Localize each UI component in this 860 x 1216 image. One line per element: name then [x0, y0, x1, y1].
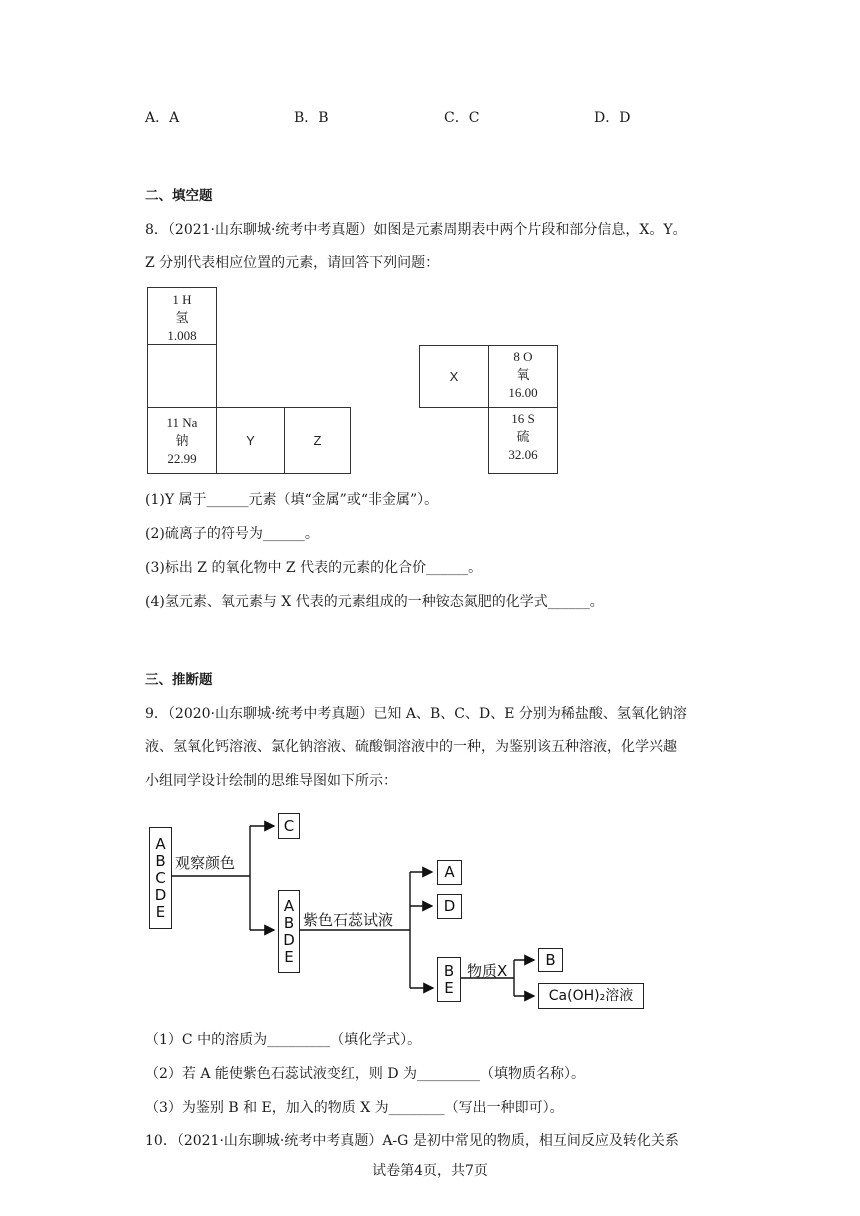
sodium-header: 11 Na [166, 415, 198, 430]
oxygen-mass: 16.00 [508, 385, 538, 400]
sulfur-header: 16 S [511, 411, 535, 426]
group2-box [278, 890, 300, 973]
litmus-label: 紫色石蕊试液 [303, 911, 394, 929]
result-a-label: A [444, 863, 455, 881]
start-item-c: C [155, 868, 166, 887]
group2-item-d: D [283, 930, 295, 949]
sodium-name: 钠 [175, 433, 189, 448]
q8-stem-line2: Z 分别代表相应位置的元素，请回答下列问题： [145, 255, 440, 271]
group3-item-b: B [443, 961, 455, 980]
option-a: A．A [145, 110, 180, 126]
sulfur-name: 硫 [516, 429, 530, 444]
option-c: C．C [444, 110, 480, 126]
substance-x-label: 物质X [467, 962, 508, 980]
oxygen-name: 氧 [516, 367, 530, 382]
start-group-box [149, 827, 172, 929]
page-footer: 试卷第4页，共7页 [372, 1163, 488, 1179]
q8-sub4: (4)氢元素、氧元素与 X 代表的元素组成的一种铵态氮肥的化学式______。 [145, 594, 604, 610]
option-d: D．D [594, 110, 631, 126]
group2-item-b: B [283, 913, 295, 932]
result-caoh2-box [538, 983, 644, 1009]
q8-stem-line1: 8．（2021·山东聊城·统考中考真题）如图是元素周期表中两个片段和部分信息，X。Y。 [145, 222, 687, 238]
start-item-d: D [154, 885, 167, 904]
x-label: X [449, 369, 459, 384]
q9-stem-line3: 小组同学设计绘制的思维导图如下所示： [145, 773, 397, 789]
q10-stem-line1: 10．（2021·山东聊城·统考中考真题）A-G 是初中常见的物质，相互间反应及转化关系 [145, 1133, 679, 1149]
group3-box [437, 957, 461, 1002]
hydrogen-name: 氢 [175, 310, 189, 325]
q9-sub2: （2）若 A 能使紫色石蕊试液变红，则 D 为_________（填物质名称）。 [145, 1066, 586, 1082]
result-d-box [437, 894, 462, 919]
result-a-box [437, 860, 462, 885]
start-item-b: B [155, 851, 166, 870]
q8-sub2: (2)硫离子的符号为______。 [145, 526, 319, 542]
group2-item-e: E [284, 947, 294, 966]
result-c-box [278, 813, 300, 839]
z-label: Z [313, 433, 322, 448]
sulfur-mass: 32.06 [508, 447, 538, 462]
y-label: Y [246, 433, 255, 448]
result-d-label: D [443, 897, 456, 915]
q8-sub1: (1)Y 属于______元素（填“金属”或“非金属”）。 [145, 492, 439, 508]
section-heading-inference: 三、推断题 [145, 672, 213, 688]
hydrogen-header: 1 H [172, 292, 192, 307]
q9-stem-line2: 液、氢氧化钙溶液、氯化钠溶液、硫酸铜溶液中的一种，为鉴别该五种溶液，化学兴趣 [145, 739, 677, 755]
result-c-label: C [283, 817, 295, 835]
start-item-a: A [155, 834, 166, 853]
section-heading-fill-in: 二、填空题 [145, 188, 213, 204]
oxygen-header: 8 O [513, 349, 533, 364]
result-b-label: B [545, 951, 556, 969]
group2-item-a: A [283, 896, 295, 915]
group3-item-e: E [444, 978, 454, 997]
result-b-box [538, 948, 563, 972]
q9-sub3: （3）为鉴别 B 和 E，加入的物质 X 为________（写出一种即可）。 [145, 1100, 564, 1116]
hydrogen-mass: 1.008 [167, 328, 197, 343]
sodium-mass: 22.99 [167, 451, 197, 466]
option-b: B．B [294, 110, 329, 126]
result-caoh2-label: Ca(OH)₂溶液 [548, 988, 634, 1004]
q9-sub1: （1）C 中的溶质为_________（填化学式）。 [145, 1032, 422, 1048]
start-item-e: E [155, 902, 166, 921]
q9-stem-line1: 9．（2020·山东聊城·统考中考真题）已知 A、B、C、D、E 分别为稀盐酸、氢氧化钠溶 [145, 706, 687, 722]
observe-color-label: 观察颜色 [175, 854, 236, 872]
q8-sub3: (3)标出 Z 的氧化物中 Z 代表的元素的化合价______。 [145, 560, 483, 576]
